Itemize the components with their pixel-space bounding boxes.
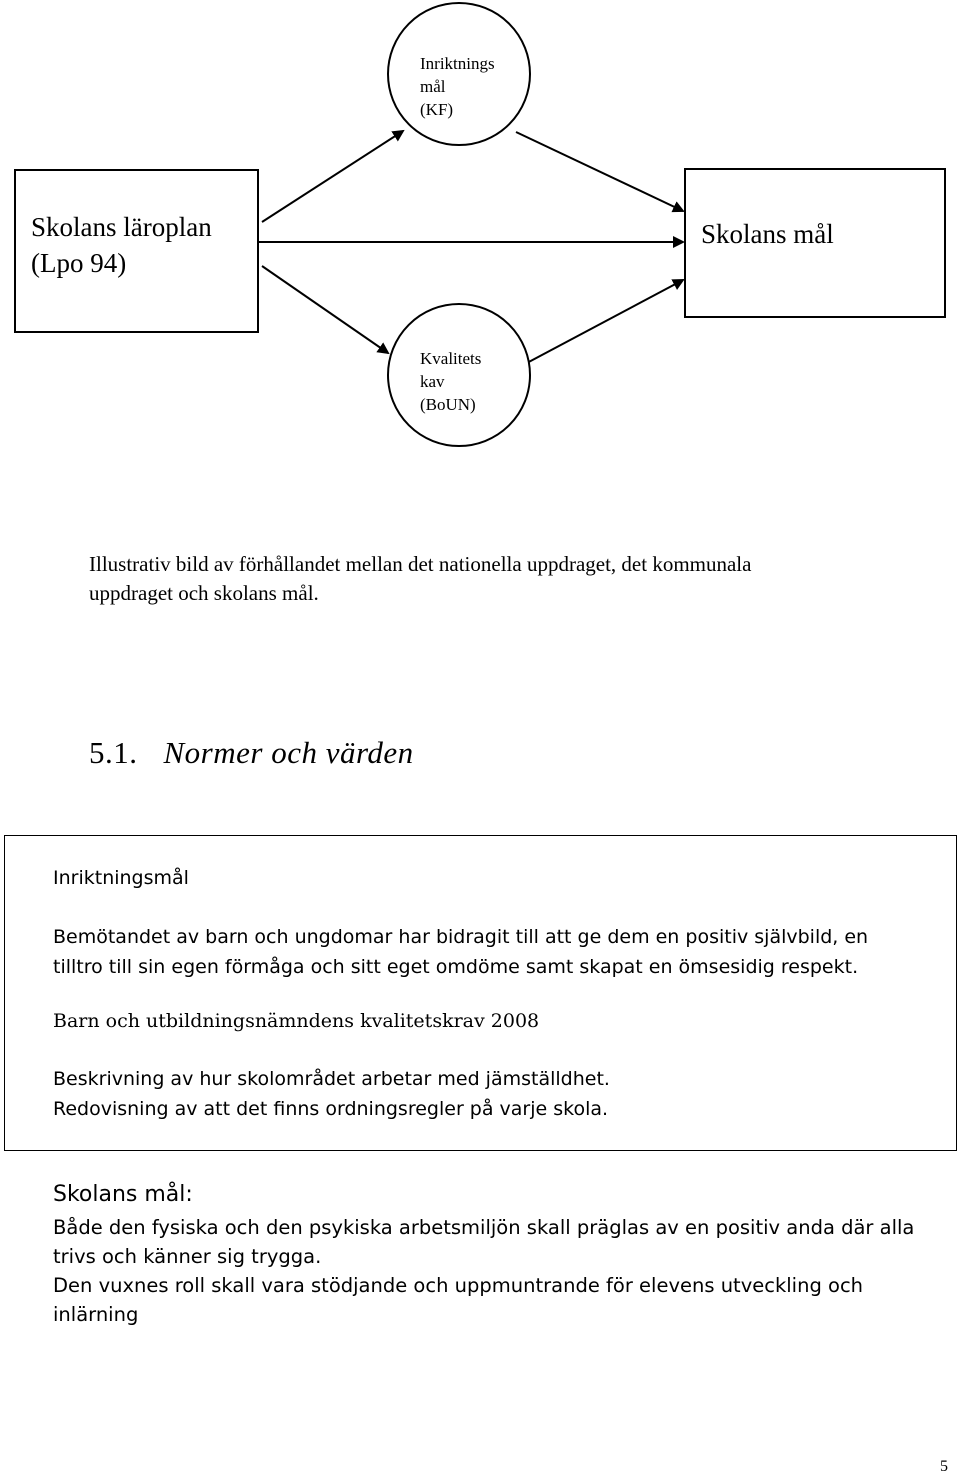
goal-text: Bemötandet av barn och ungdomar har bidragit till att ge dem en positiv självbild, en tilltro till sin egen förmåga och sitt eget omdöme samt skapat en ömsesidig respekt. <box>53 926 869 978</box>
school-goals-text: Både den fysiska och den psykiska arbetsmiljön skall präglas av en positiv anda där alla trivs och känner sig trygga. Den vuxnes roll skall vara stödjande och uppmuntrande för elevens utveckling och inlärning <box>53 1216 915 1326</box>
arrow-left-box-to-bottom-circle <box>262 266 388 353</box>
section-heading <box>89 735 414 771</box>
section-title: Normer och värden <box>163 735 414 770</box>
diagram-box-curriculum-text: Skolans läroplan (Lpo 94) <box>31 212 212 278</box>
arrow-top-circle-to-right-box <box>516 132 683 211</box>
section-number: 5.1. <box>89 735 138 770</box>
quality-requirements-title: Barn och utbildningsnämndens kvalitetskrav 2008 <box>53 1010 540 1032</box>
diagram-box-school-goals-text: Skolans mål <box>701 219 834 249</box>
diagram-circle-boun-text: Kvalitets kav (BoUN) <box>420 349 482 414</box>
quality-requirements-text: Beskrivning av hur skolområdet arbetar med jämställdhet. Redovisning av att det finns ordningsregler på varje skola. <box>53 1068 610 1120</box>
school-goals-title: Skolans mål: <box>53 1182 193 1207</box>
page-number: 5 <box>940 1458 948 1475</box>
arrow-bottom-circle-to-right-box <box>525 280 683 364</box>
goal-title: Inriktningsmål <box>53 867 189 889</box>
diagram-caption: Illustrativ bild av förhållandet mellan det nationella uppdraget, det kommunala uppdraget och skolans mål. <box>89 552 752 605</box>
diagram-circle-kf-text: Inriktnings mål (KF) <box>420 54 495 119</box>
arrow-left-box-to-top-circle <box>262 131 403 222</box>
